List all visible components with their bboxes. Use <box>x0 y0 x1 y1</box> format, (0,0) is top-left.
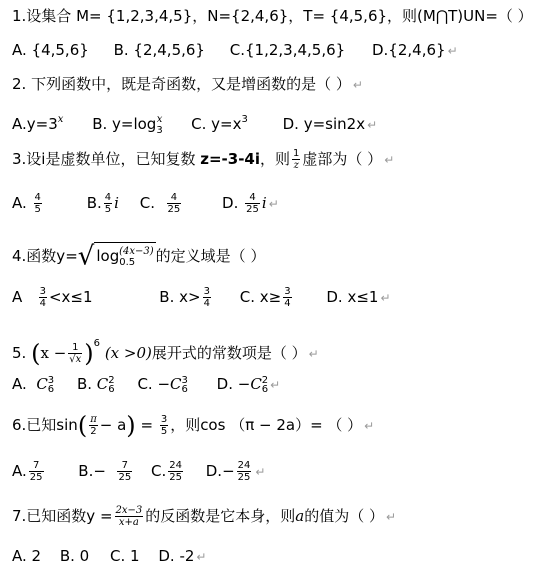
q4-option-b: B. x> $\frac{3}{4}$ <box>159 286 210 309</box>
q2-option-b: B. $y=\log_3^x$ <box>92 114 163 136</box>
q2-options <box>12 110 377 141</box>
q3-options <box>12 192 279 215</box>
return-mark: ↵ <box>196 550 207 564</box>
return-mark: ↵ <box>447 44 458 58</box>
q3-z-expression: z=-3-4i <box>200 150 261 168</box>
q7-options <box>12 546 206 567</box>
q3-option-a: A. $\frac{4}{5}$ <box>12 192 41 215</box>
q4-option-c: C. x≥ $\frac{3}{4}$ <box>239 286 291 309</box>
q6-option-a: A. $\frac{7}{25}$ <box>12 460 43 483</box>
q4-stem: 4.函数y=√ $\log_{0.5}^{(4x-3)}$ 的定义域是（ ） <box>12 241 266 272</box>
q3-option-d: D. $\frac{4}{25}$ i <box>222 192 267 215</box>
q4-options <box>12 286 391 309</box>
q5-stem: 5. (x − $\frac{1}{√x}$ )$^6$ (x >0)展开式的常数项是（ ） ↵ <box>12 338 319 368</box>
return-mark: ↵ <box>352 78 363 92</box>
q3-stem: 3.设i是虚数单位，已知复数 z=-3-4i，则 $\frac{1}{z}$ 虚部为（ ） ↵ <box>12 148 395 171</box>
q2-option-c: C. $y=x^3$ <box>191 114 248 133</box>
q6-options <box>12 460 265 483</box>
q4-option-d: D. x≤1 <box>326 288 379 306</box>
q3-option-b: B. $\frac{4}{5}$ i <box>86 192 119 215</box>
q5-option-b: B. C 2 6 <box>76 374 115 395</box>
return-mark: ↵ <box>308 347 319 361</box>
q1-option-b: B. {2,4,5,6} <box>113 41 205 59</box>
sqrt-icon: √ <box>77 241 95 272</box>
return-mark: ↵ <box>367 118 378 132</box>
q1-option-d: D.{2,4,6} <box>371 41 446 59</box>
q7-option-c: C. 1 <box>110 547 140 565</box>
return-mark: ↵ <box>364 419 375 433</box>
return-mark: ↵ <box>380 291 391 305</box>
q2-option-a: $A.y=3^x$ <box>12 114 64 133</box>
q5-option-c: C. −C 3 6 <box>137 374 188 395</box>
q7-stem: 7.已知函数y = $\frac{2x-3}{x+a}$ 的反函数是它本身，则a的值为（ ） ↵ <box>12 505 397 528</box>
q4-option-a: A $\frac{3}{4}$ <x≤1 <box>12 286 93 309</box>
q1-option-c: C.{1,2,3,4,5,6} <box>229 41 346 59</box>
q5-option-a: A. C 3 6 <box>12 374 55 395</box>
q6-option-b: B.− $\frac{7}{25}$ <box>78 460 132 483</box>
q7-option-d: D. -2 <box>158 547 195 565</box>
q2-stem <box>12 74 363 95</box>
return-mark: ↵ <box>386 510 397 524</box>
return-mark: ↵ <box>384 153 395 167</box>
q4-radicand: $\log_{0.5}^{(4x-3)}$ <box>94 242 155 271</box>
q1-options <box>12 40 458 61</box>
return-mark: ↵ <box>255 465 266 479</box>
return-mark: ↵ <box>270 378 281 392</box>
return-mark: ↵ <box>268 197 279 211</box>
q2-option-d: D. y=sin2x <box>282 115 366 133</box>
q1-option-a: A. {4,5,6} <box>12 41 89 59</box>
q5-options <box>12 374 280 395</box>
q3-fraction-1-over-z: $\frac{1}{z}$ <box>293 148 300 171</box>
q6-stem: 6.已知sin( $\frac{\pi}{2}$ − a) = $\frac{3}{5}$ ，则cos （π − 2a）= （ ） ↵ <box>12 411 375 440</box>
q6-option-c: C. $\frac{24}{25}$ <box>150 460 182 483</box>
q1-stem: 1.设集合 M= {1,2,3,4,5}，N={2,4,6}，T= {4,5,6}，则(M⋂T)UN=（ ） <box>12 7 533 25</box>
q7-option-a: A. 2 <box>12 547 42 565</box>
q2-stem-text: 2. 下列函数中，既是奇函数，又是增函数的是（ ） <box>12 75 351 93</box>
q5-option-d: D. −C 2 6 <box>216 374 269 395</box>
q6-option-d: D.− $\frac{24}{25}$ <box>205 460 251 483</box>
q7-option-b: B. 0 <box>59 547 90 565</box>
q3-option-c: C. $\frac{4}{25}$ <box>139 192 181 215</box>
